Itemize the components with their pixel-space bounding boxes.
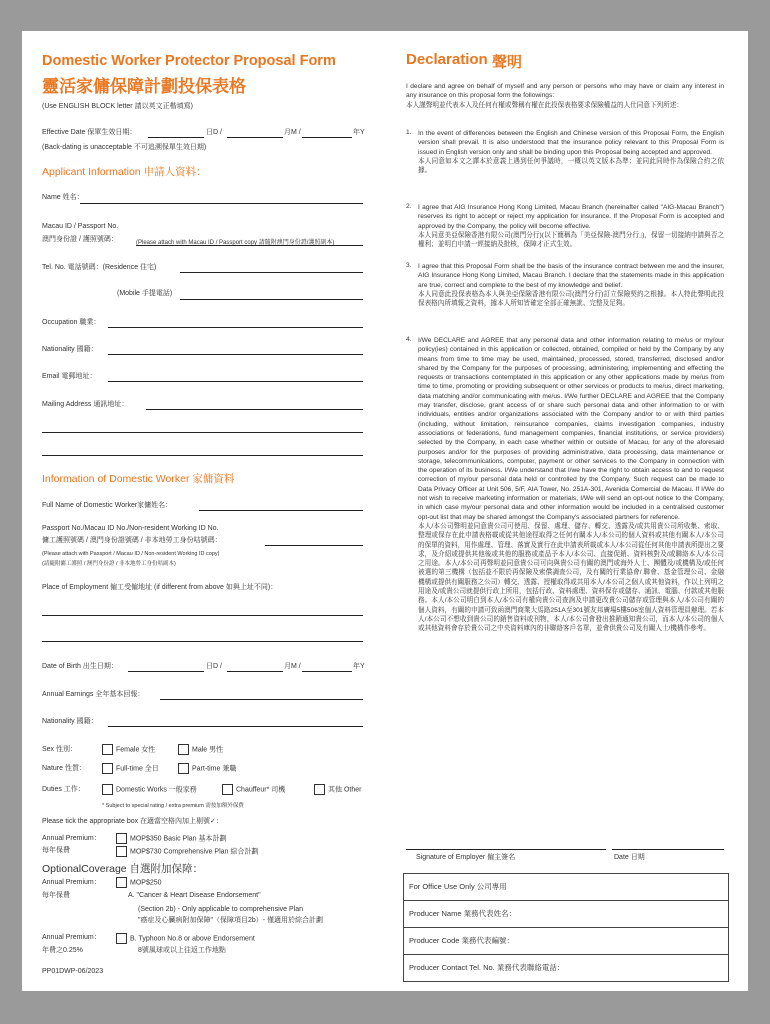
optional-premium-label-zh: 每年保費 [42, 892, 70, 899]
sex-label: Sex 性別： [42, 746, 78, 753]
year-label: 年Y [353, 129, 365, 136]
effective-date-label: Effective Date 保單生效日期： [42, 129, 137, 136]
declaration-item-3 [418, 262, 724, 308]
producer-name-field[interactable]: Producer Name 業務代表姓名： [404, 901, 728, 928]
day-label: 日D / [206, 129, 222, 136]
worker-passport-note-zh: (請隨附傭工護照 / 澳門身份證 / 非本地勞工身份咭副本) [42, 561, 176, 567]
mop250-checkbox[interactable] [116, 877, 127, 888]
comprehensive-plan-option[interactable] [116, 846, 258, 857]
typhoon-option[interactable] [116, 933, 255, 944]
item-4-zh: 本人/本公司聲明並同意貴公司可使用、保留、處理、儲存、轉交、透露及/或共用貴公司所收集、索取、整理或保存在此申請表格載或從其他途徑取得之任何有關本人/本公司的個人資料或其他有關本人/本公司的保單的資料，用作處理、管理、落實及實行在此申請表所載或本人/本公司從任何其他申請表所提出之要求，及介紹或提供其他後或其他的服務或產品予本人/本公司、直接促銷、資料核對及/或聯絡本人/本公司之用途。本人/本公司再聲明並同意貴公司可向與貴公司有關的澳門或海外人士、團體及/或機構及/或任何被選的第三機構（包括並不限於再保險及索償調查公司，及有關的行業協會/ 聯會、基金管理公司、金融機構或提供有關服務之公司）轉交、透露、授權取得或共用本人/本公司之個人或其他資料，作以上列明之用途及/或貴公司就提供行政上所用，包括行政、資料處理、資料保存或儲存、通訊、電腦、付款或其他服務。本人/本公司明白到本人/本公司有權向貴公司查詢及申請更改貴公司儲存或管理與本人/本公司有關的個人資料，有關的申請可致函澳門商業大馬路251A至301號友邦廣場5樓506室個人資料管理員辦理。若本人/本公司不想收到貴公司的銷售資料或刊物，本人/本公司會發出推銷通知貴公司，而本人/本公司的個人或其他資料會存於貴公司之中央資料庫內的非聯絡客戶名單，並會供貴公司及有關人士/機構作參考。 [418, 522, 724, 633]
declaration-item-2 [418, 203, 724, 249]
intro-en: I declare and agree on behalf of myself and any person or persons who may have or claim any interest in any insurance on this proposal form the followings： [406, 83, 724, 100]
parttime-label: Part-time 兼職 [192, 765, 237, 773]
dob-year-label: 年Y [353, 663, 365, 670]
intro-zh: 本人謹聲明並代表本人及任何有權或聲稱有權在此投保表格要求保險權益的人仕同意下列所述： [406, 101, 683, 109]
macau-id-label-zh: 澳門身份證 / 護照號碼： [42, 236, 118, 243]
female-checkbox[interactable] [102, 744, 113, 755]
worker-passport-label: Passport No./Macau ID No./Non-resident Working ID No. [42, 525, 219, 532]
male-label: Male 男性 [192, 746, 224, 754]
occupation-label: Occupation 職業： [42, 319, 101, 326]
mailing-field-1[interactable] [146, 409, 363, 410]
annual-earnings-label: Annual Earnings 全年基本回報： [42, 691, 145, 698]
typhoon-checkbox[interactable] [116, 933, 127, 944]
name-label: Name 姓名： [42, 194, 84, 201]
typhoon-premium-label-zh: 年費之0.25% [42, 947, 83, 954]
declaration-item-4 [418, 336, 724, 634]
item-3-zh: 本人同意此投保表格為本人與美亞保險香港有限公司(澳門分行)訂立保險契約之根據。本人特此聲明此投保表格內所填報之資料，據本人所知皆確定全部正確無訛、完整及足夠。 [418, 290, 724, 308]
item-2-en: I agree that AIG Insurance Hong Kong Limited, Macau Branch (hereinafter called "AIG-Macau Branch") reserves its right to accept or reject my application for insurance. If the Proposal Form is accepted and approved by the Company, the policy will become effective. [418, 204, 724, 230]
office-use-heading: For Office Use Only 公司專用 [404, 874, 728, 901]
month-label: 月M / [284, 129, 301, 136]
dob-day-label: 日D / [206, 663, 222, 670]
email-field[interactable] [108, 381, 363, 382]
duties-label: Duties 工作： [42, 786, 85, 793]
macau-id-note: (Please attach with Macau ID / Passport copy 請隨附澳門身份證/護照副本) [136, 240, 335, 246]
nationality-field[interactable] [108, 354, 363, 355]
mobile-label: (Mobile 手提電話) [117, 290, 173, 297]
mop250-option[interactable] [116, 877, 162, 888]
comprehensive-plan-checkbox[interactable] [116, 846, 127, 857]
dob-year-field[interactable] [302, 671, 352, 672]
chauffeur-label: Chauffeur* 司機 [236, 786, 286, 794]
macau-id-field[interactable] [136, 245, 363, 246]
worker-nationality-label: Nationality 國籍： [42, 718, 98, 725]
mop250-label: MOP$250 [130, 879, 162, 887]
worker-passport-label-zh: 傭工護照號碼 / 澳門身份證號碼 / 非本地勞工身份咭號碼： [42, 537, 222, 544]
email-label: Email 電郵地址： [42, 373, 97, 380]
item-4-number: 4. [406, 336, 412, 343]
cancer-endorsement: A. "Cancer & Heart Disease Endorsement" [128, 892, 261, 899]
others-checkbox[interactable] [314, 784, 325, 795]
nature-label: Nature 性質： [42, 765, 86, 772]
tel-residence-field[interactable] [180, 272, 363, 273]
cancer-endorsement-zh: "癌症及心臟病附加保障"（保障項目2b）- 僅適用於綜合計劃 [138, 917, 324, 924]
place-label: Place of Employment 僱工受僱地址 (if different from above 如與上址不同)： [42, 584, 278, 591]
occupation-field[interactable] [108, 327, 363, 328]
declaration-intro [406, 82, 724, 110]
mailing-label: Mailing Address 通訊地址： [42, 401, 129, 408]
mailing-field-2[interactable] [42, 432, 363, 433]
form-code: PP01DWP-06/2023 [42, 968, 104, 975]
applicant-heading: Applicant Information 申請人資料： [42, 166, 207, 178]
chauffeur-checkbox[interactable] [222, 784, 233, 795]
declaration-heading-zh: 聲明 [492, 54, 523, 71]
form-sheet [22, 31, 748, 991]
item-3-number: 3. [406, 262, 412, 269]
item-2-zh: 本人同意美亞保險香港有限公司(澳門分行)(以下簡稱為「美亞保險-澳門分行」)，保留一切接納申請與否之權利；並明白申請一經接納及批核，保障才正式生效。 [418, 231, 724, 249]
parttime-checkbox[interactable] [178, 763, 189, 774]
effective-year-field[interactable] [302, 137, 352, 138]
name-field[interactable] [80, 203, 363, 204]
worker-name-field[interactable] [199, 510, 363, 511]
macau-id-label: Macau ID / Passport No. [42, 223, 119, 230]
domestic-works-checkbox[interactable] [102, 784, 113, 795]
item-1-number: 1. [406, 129, 412, 136]
block-letter-note: (Use ENGLISH BLOCK letter 請以英文正楷填寫) [42, 103, 193, 110]
sex-female-option[interactable] [102, 744, 155, 755]
optional-heading: OptionalCoverage 自選附加保障： [42, 863, 204, 875]
basic-plan-label: MOP$350 Basic Plan 基本計劃 [130, 835, 227, 843]
place-field-2[interactable] [42, 641, 363, 642]
typhoon-label-zh: 8號風球或以上往返工作地點 [138, 947, 226, 954]
producer-code-field[interactable]: Producer Code 業務代表編號： [404, 928, 728, 955]
annual-earnings-field[interactable] [160, 699, 363, 700]
parttime-option[interactable] [178, 763, 236, 774]
item-1-en: In the event of differences between the English and Chinese version of this Proposal Form, the English version shall prevail. It is also understood that the insurance policy relevant to this Proposal Form is issued in English version only and shall be binding upon this Proposal being accepted and approved. [418, 130, 724, 156]
annual-premium-label-zh: 每年保費 [42, 847, 70, 854]
tel-label: Tel. No. 電話號碼：(Residence 住宅) [42, 264, 157, 271]
dob-month-field[interactable] [227, 671, 283, 672]
date-field[interactable] [612, 849, 724, 850]
mailing-field-3[interactable] [42, 455, 363, 456]
worker-name-label: Full Name of Domestic Worker家傭姓名： [42, 502, 173, 509]
producer-tel-field[interactable]: Producer Contact Tel. No. 業務代表聯絡電話： [409, 963, 565, 972]
annual-premium-label: Annual Premium： [42, 835, 101, 842]
cancer-endorsement-note: (Section 2b) - Only applicable to comprehensive Plan [138, 906, 303, 913]
comprehensive-plan-label: MOP$730 Comprehensive Plan 綜合計劃 [130, 848, 259, 856]
dob-day-field[interactable] [128, 671, 204, 672]
basic-plan-option[interactable] [116, 833, 226, 844]
signature-field[interactable] [406, 849, 606, 850]
item-1-zh: 本人同意如本文之譯本於意義上遇到任何爭議時，一概以英文版本為準；並同此同時作為保險合約之依據。 [418, 157, 724, 175]
female-label: Female 女性 [116, 746, 156, 754]
tel-mobile-field[interactable] [180, 299, 363, 300]
others-label: 其他 Other [328, 786, 362, 794]
sex-male-option[interactable] [178, 744, 223, 755]
dob-month-label: 月M / [284, 663, 301, 670]
declaration-item-1 [418, 129, 724, 175]
nationality-label: Nationality 國籍： [42, 346, 98, 353]
item-4-en: I/We DECLARE and AGREE that any personal data and other information relating to me/us or my/our policy(ies) contained in this application or collected, obtained, compiled or held by the Company by any means from time to time may be used, maintained, processed, stored, transferred, disclosed and/or shared by the Company for the purposes of processing, administering, implementing and effecting the requests or transactions contemplated in this application or any other applications made by me/us from time to time, promoting or providing subsequent or other services or products to me/us, direct marketing, data matching and/or communicating with me/us. I/We further DECLARE and AGREE that the Company may transfer, disclose, grant access of or share such personal data and other information to or with individuals, entities and/or organizations associated with the Company and/or to or with third parties (including, without limitation, reinsurance companies, claims investigation companies, industry associations or federations, fund management companies, financial institutions, or service providers) selected by the Company, in each case whether within or outside of Macau, for any of the aforesaid purposes and/or for the purposes of providing administrative, data processing, data maintenance or storage, telecommunications, computer, payment or other services to the Company in connection with the operation of its business. I/We understand that I/we have the right to obtain access to and to request correction of my/our personal data held or controlled by the Company. Such request can be made to Data Privacy Officer at Unit 506, 5/F, AIA Tower, No. 251A-301, Avenida Comercial de Macau. If I/We do not wish to receive marketing information or materials, I/We will send an opt-out notice to the Company, in which case my/our personal data and other information would be included in a centralised customer opt-out list that may be shared amongst the Company's associated partners for reference. [418, 337, 724, 521]
domestic-works-label: Domestic Works 一般家務 [116, 786, 197, 794]
worker-passport-field[interactable] [265, 545, 363, 546]
basic-plan-checkbox[interactable] [116, 833, 127, 844]
fulltime-checkbox[interactable] [102, 763, 113, 774]
backdating-note: (Back-dating is unacceptable 不可追溯保單生效日期) [42, 144, 207, 151]
signature-label: Signature of Employer 僱主簽名 [416, 854, 516, 861]
subject-note: * Subject to special rating / extra premium 需按加額外保費 [102, 803, 244, 809]
form-title-en: Domestic Worker Protector Proposal Form [42, 53, 336, 69]
chauffeur-option[interactable] [222, 784, 285, 795]
worker-heading: Information of Domestic Worker 家傭資料 [42, 473, 235, 485]
fulltime-option[interactable] [102, 763, 159, 774]
form-title-zh: 靈活家傭保障計劃投保表格 [42, 77, 246, 96]
item-3-en: I agree that this Proposal Form shall be the basis of the insurance contract between me and the insurer, AIG Insurance Hong Kong Limited, Macau Branch. I declare that the statements made in this application are true, correct and complete to the best of my knowledge and belief. [418, 263, 724, 289]
office-use-box [403, 873, 729, 982]
worker-nationality-field[interactable] [108, 726, 363, 727]
date-label: Date 日期 [614, 854, 645, 861]
typhoon-premium-label: Annual Premium： [42, 934, 101, 941]
item-2-number: 2. [406, 203, 412, 210]
dob-label: Date of Birth 出生日期： [42, 663, 118, 670]
optional-premium-label: Annual Premium： [42, 879, 101, 886]
typhoon-label: B. Typhoon No.8 or above Endorsement [130, 935, 255, 943]
worker-passport-note: (Please attach with Passport / Macau ID / Non-resident Working ID copy) [42, 551, 220, 557]
others-option[interactable] [314, 784, 361, 795]
effective-month-field[interactable] [227, 137, 283, 138]
place-field-1[interactable] [42, 615, 363, 616]
male-checkbox[interactable] [178, 744, 189, 755]
effective-day-field[interactable] [148, 137, 204, 138]
fulltime-label: Full-time 全日 [116, 765, 159, 773]
declaration-heading-en: Declaration [406, 51, 488, 68]
tick-instruction: Please tick the appropriate box 在適當空格內加上剔號✓： [42, 818, 223, 825]
domestic-works-option[interactable] [102, 784, 197, 795]
